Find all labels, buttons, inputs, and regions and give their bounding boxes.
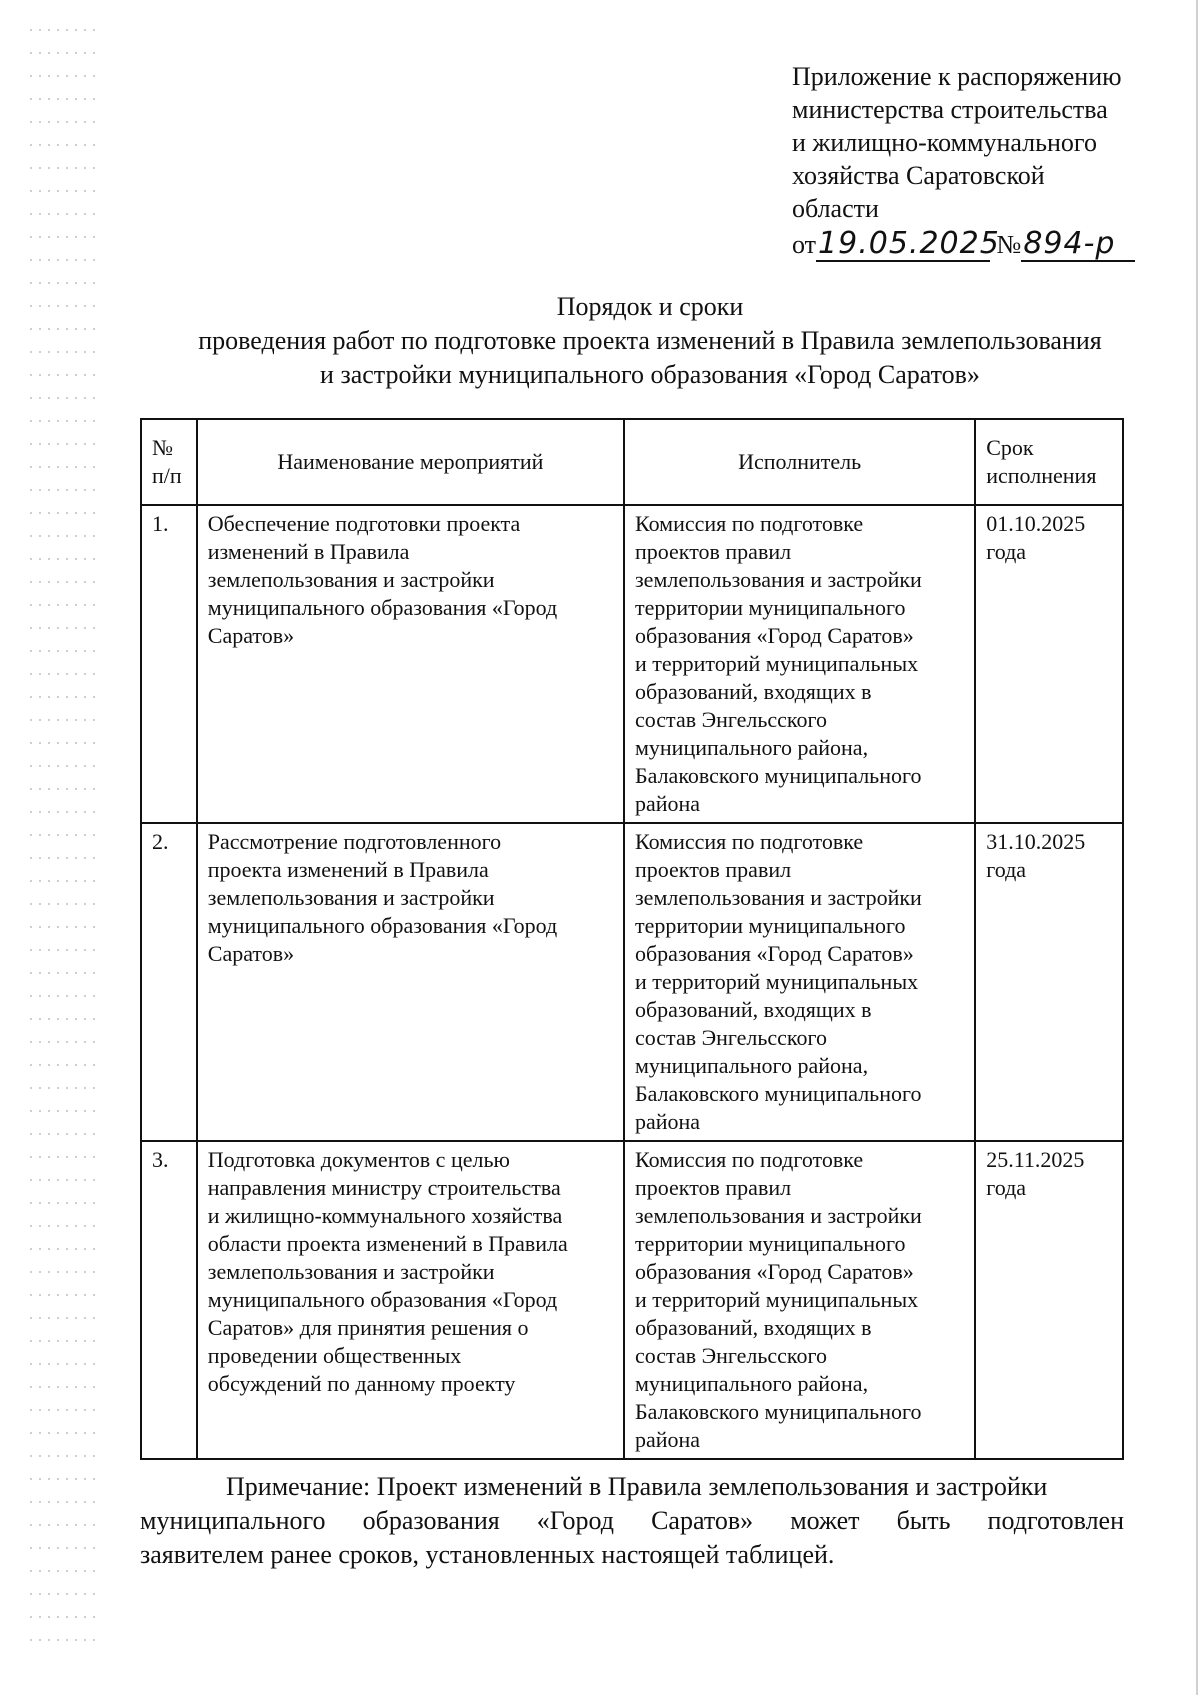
row-activity-line: землепользования и застройки xyxy=(207,885,495,910)
row-number: 1. xyxy=(141,505,197,823)
row-executor-line: муниципального района, xyxy=(634,1371,869,1396)
row-executor-line: Балаковского муниципального xyxy=(634,1081,922,1106)
row-activity-line: муниципального образования «Город xyxy=(207,913,558,938)
row-executor-line: и территорий муниципальных xyxy=(634,1287,919,1312)
row-executor xyxy=(624,505,975,823)
header-no-line: п/п xyxy=(152,463,182,488)
row-executor-line: Комиссия по подготовке xyxy=(634,511,864,536)
row-activity-line: Саратов» xyxy=(207,623,295,648)
row-activity-line: проекта изменений в Правила xyxy=(207,857,489,882)
row-term-line: 01.10.2025 xyxy=(986,511,1086,536)
header-line: Приложение к распоряжению xyxy=(792,62,1122,91)
header-line: и жилищно-коммунального xyxy=(792,128,1097,157)
row-executor-line: Комиссия по подготовке xyxy=(634,829,864,854)
note-line: Примечание: Проект изменений в Правила землепользования и застройки xyxy=(226,1472,1048,1501)
row-number: 3. xyxy=(141,1141,197,1459)
row-executor-line: муниципального района, xyxy=(634,735,869,760)
row-executor-line: образований, входящих в xyxy=(634,997,872,1022)
row-executor-line: Балаковского муниципального xyxy=(634,763,922,788)
row-term-line: 31.10.2025 xyxy=(986,829,1086,854)
row-executor-line: территории муниципального xyxy=(634,595,906,620)
row-activity-line: обсуждений по данному проекту xyxy=(207,1371,516,1396)
row-executor-line: Комиссия по подготовке xyxy=(634,1147,864,1172)
row-activity-line: муниципального образования «Город xyxy=(207,595,558,620)
schedule-table xyxy=(140,418,1124,1460)
row-executor-line: образования «Город Саратов» xyxy=(634,1259,914,1284)
row-executor-line: территории муниципального xyxy=(634,913,906,938)
row-activity xyxy=(197,1141,624,1459)
row-activity xyxy=(197,823,624,1141)
scan-edge-line xyxy=(1196,0,1198,1695)
row-term xyxy=(975,505,1123,823)
note-line: заявителем ранее сроков, установленных настоящей таблицей. xyxy=(140,1540,835,1569)
header-no xyxy=(141,419,197,505)
table-row xyxy=(141,1141,1123,1459)
title-line: Порядок и сроки xyxy=(556,292,744,321)
row-executor-line: проектов правил xyxy=(634,539,792,564)
row-term-line: года xyxy=(986,539,1027,564)
row-executor-line: Балаковского муниципального xyxy=(634,1399,922,1424)
appendix-header xyxy=(792,60,1172,262)
table-row xyxy=(141,505,1123,823)
scan-edge-marks xyxy=(30,20,100,1660)
header-term xyxy=(975,419,1123,505)
table-row xyxy=(141,823,1123,1141)
row-activity xyxy=(197,505,624,823)
row-activity-line: муниципального образования «Город xyxy=(207,1287,558,1312)
row-term xyxy=(975,823,1123,1141)
row-executor-line: образования «Город Саратов» xyxy=(634,623,914,648)
number-prefix: № xyxy=(996,230,1022,259)
row-executor xyxy=(624,823,975,1141)
row-term xyxy=(975,1141,1123,1459)
date-prefix: от xyxy=(792,230,817,259)
row-activity-line: Саратов» для принятия решения о xyxy=(207,1315,529,1340)
row-activity-line: и жилищно-коммунального хозяйства xyxy=(207,1203,563,1228)
row-activity-line: Обеспечение подготовки проекта xyxy=(207,511,521,536)
row-executor-line: состав Энгельсского xyxy=(634,1025,827,1050)
document-title xyxy=(140,290,1160,392)
header-term-line: Срок xyxy=(986,435,1034,460)
row-term-line: года xyxy=(986,857,1027,882)
row-executor-line: района xyxy=(634,1427,701,1452)
header-line: хозяйства Саратовской xyxy=(792,161,1045,190)
row-executor-line: проектов правил xyxy=(634,857,792,882)
order-date-number xyxy=(792,227,1172,262)
row-executor-line: образования «Город Саратов» xyxy=(634,941,914,966)
row-number: 2. xyxy=(141,823,197,1141)
handwritten-date: 19.05.2025 xyxy=(818,226,1000,261)
row-executor-line: района xyxy=(634,1109,701,1134)
header-line: министерства строительства xyxy=(792,95,1108,124)
note-line: муниципального образования «Город Саратов» может быть подготовлен xyxy=(140,1506,1124,1535)
handwritten-number: 894-р xyxy=(1021,227,1135,262)
row-executor-line: состав Энгельсского xyxy=(634,707,827,732)
row-executor-line: муниципального района, xyxy=(634,1053,869,1078)
row-executor-line: землепользования и застройки xyxy=(634,1203,922,1228)
row-executor-line: и территорий муниципальных xyxy=(634,969,919,994)
row-activity-line: землепользования и застройки xyxy=(207,1259,495,1284)
title-line: проведения работ по подготовке проекта изменений в Правила землепользования xyxy=(198,326,1102,355)
row-executor-line: землепользования и застройки xyxy=(634,567,922,592)
row-activity-line: Саратов» xyxy=(207,941,295,966)
row-activity-line: изменений в Правила xyxy=(207,539,410,564)
row-activity-line: Рассмотрение подготовленного xyxy=(207,829,502,854)
row-term-line: 25.11.2025 xyxy=(986,1147,1085,1172)
header-term-line: исполнения xyxy=(986,463,1097,488)
header-line: области xyxy=(792,194,879,223)
row-activity-line: направления министру строительства xyxy=(207,1175,561,1200)
row-activity-line: области проекта изменений в Правила xyxy=(207,1231,568,1256)
row-term-line: года xyxy=(986,1175,1027,1200)
row-activity-line: землепользования и застройки xyxy=(207,567,495,592)
row-executor-line: района xyxy=(634,791,701,816)
row-executor-line: проектов правил xyxy=(634,1175,792,1200)
row-activity-line: Подготовка документов с целью xyxy=(207,1147,510,1172)
header-executor: Исполнитель xyxy=(624,419,975,505)
title-line: и застройки муниципального образования «Город Саратов» xyxy=(320,360,980,389)
row-activity-line: проведении общественных xyxy=(207,1343,462,1368)
row-executor-line: образований, входящих в xyxy=(634,679,872,704)
row-executor-line: и территорий муниципальных xyxy=(634,651,919,676)
row-executor-line: образований, входящих в xyxy=(634,1315,872,1340)
table-header-row xyxy=(141,419,1123,505)
row-executor-line: землепользования и застройки xyxy=(634,885,922,910)
note-paragraph xyxy=(140,1470,1124,1572)
header-name: Наименование мероприятий xyxy=(197,419,624,505)
row-executor-line: территории муниципального xyxy=(634,1231,906,1256)
header-no-line: № xyxy=(152,435,173,460)
row-executor-line: состав Энгельсского xyxy=(634,1343,827,1368)
row-executor xyxy=(624,1141,975,1459)
